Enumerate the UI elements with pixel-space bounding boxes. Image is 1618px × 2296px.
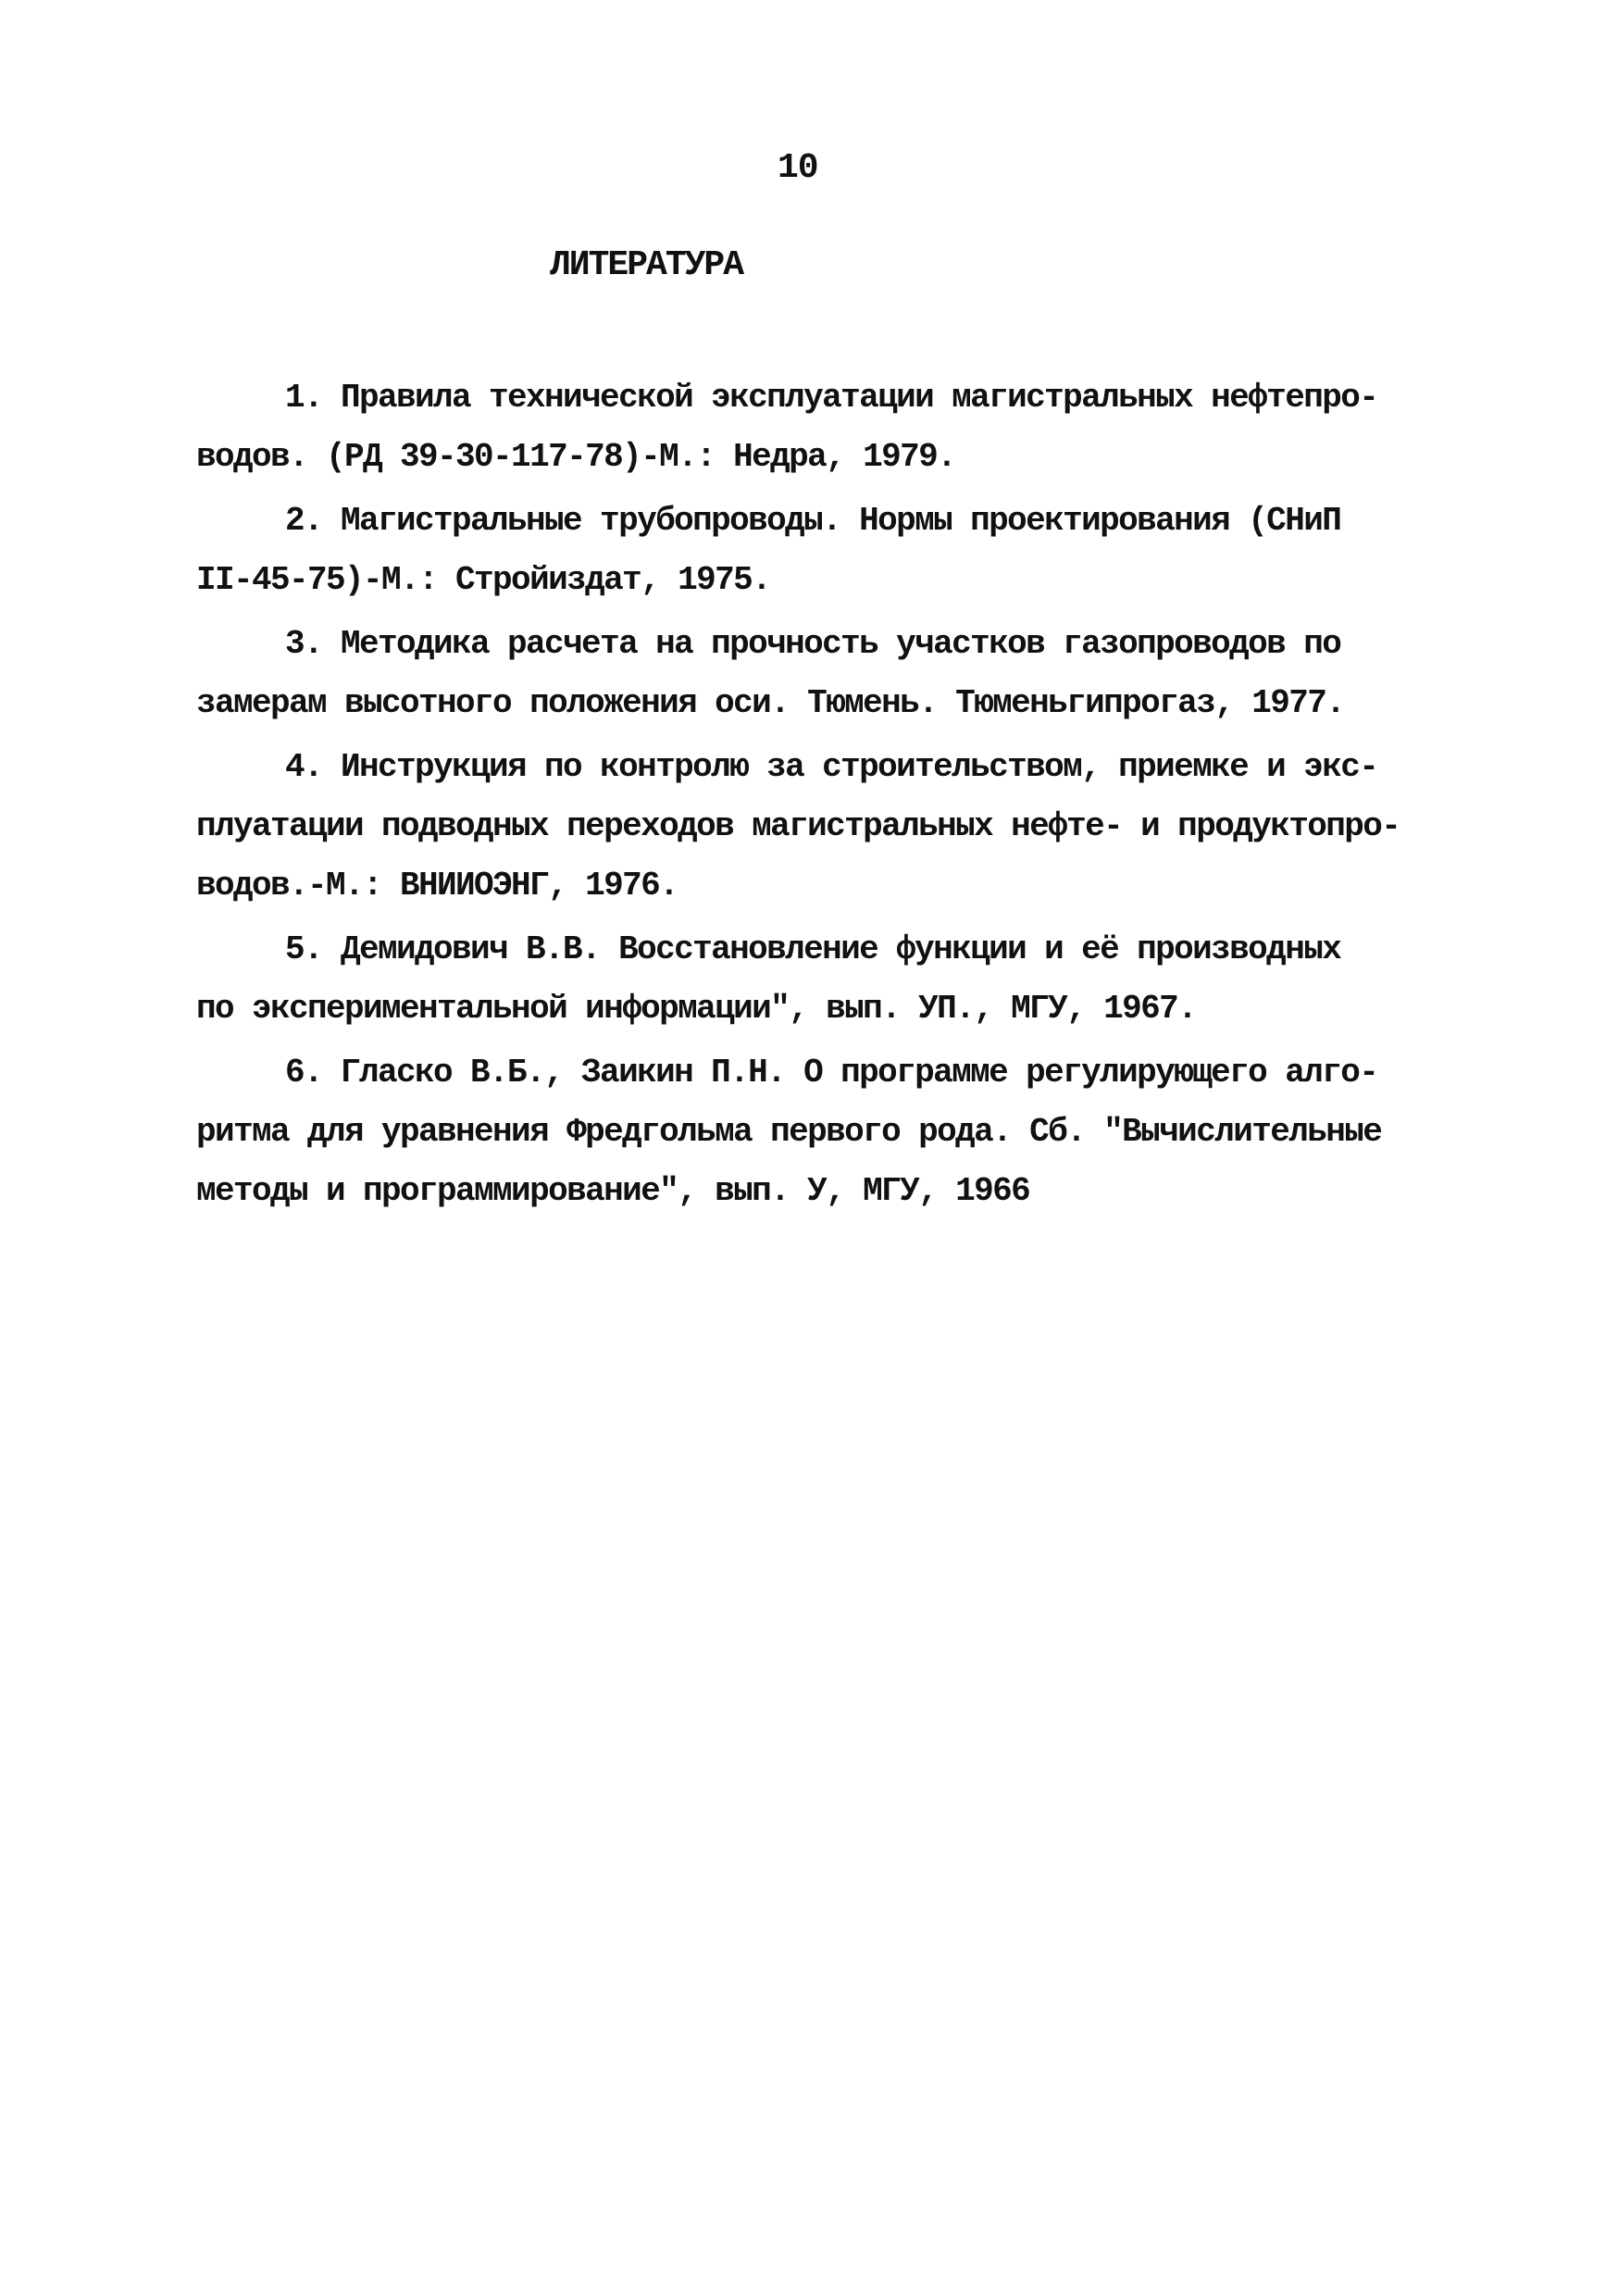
reference-item-6	[196, 1043, 1455, 1221]
reference-line: замерам высотного положения оси. Тюмень. Тюменьгипрогаз, 1977.	[196, 684, 1345, 722]
reference-line: методы и программирование", вып. У, МГУ, 1966	[196, 1172, 1030, 1210]
reference-line: 5. Демидович В.В. Восстановление функции и её производных	[285, 930, 1341, 968]
reference-line: 1. Правила технической эксплуатации магистральных нефтепро-	[285, 379, 1378, 417]
page-title: ЛИТЕРАТУРА	[550, 245, 743, 285]
reference-line: по экспериментальной информации", вып. УП., МГУ, 1967.	[196, 990, 1197, 1028]
reference-line: плуатации подводных переходов магистральных нефте- и продуктопро-	[196, 807, 1400, 845]
reference-item-2	[196, 492, 1455, 610]
reference-item-5	[196, 920, 1455, 1039]
page-number: 10	[778, 148, 818, 188]
reference-item-3	[196, 615, 1455, 733]
reference-line: ритма для уравнения Фредгольма первого рода. Сб. "Вычислительные	[196, 1113, 1382, 1151]
reference-line: водов.-М.: ВНИИОЭНГ, 1976.	[196, 867, 678, 905]
reference-line: II-45-75)-М.: Стройиздат, 1975.	[196, 561, 771, 599]
reference-line: 3. Методика расчета на прочность участков газопроводов по	[285, 625, 1341, 663]
reference-item-4	[196, 738, 1455, 916]
reference-list	[196, 368, 1455, 1226]
reference-line: 4. Инструкция по контролю за строительством, приемке и экс-	[285, 748, 1378, 786]
reference-line: водов. (РД 39-30-117-78)-М.: Недра, 1979.	[196, 438, 956, 476]
reference-line: 6. Гласко В.Б., Заикин П.Н. О программе регулирующего алго-	[285, 1054, 1378, 1092]
reference-line: 2. Магистральные трубопроводы. Нормы проектирования (СНиП	[285, 502, 1341, 540]
reference-item-1	[196, 368, 1455, 487]
